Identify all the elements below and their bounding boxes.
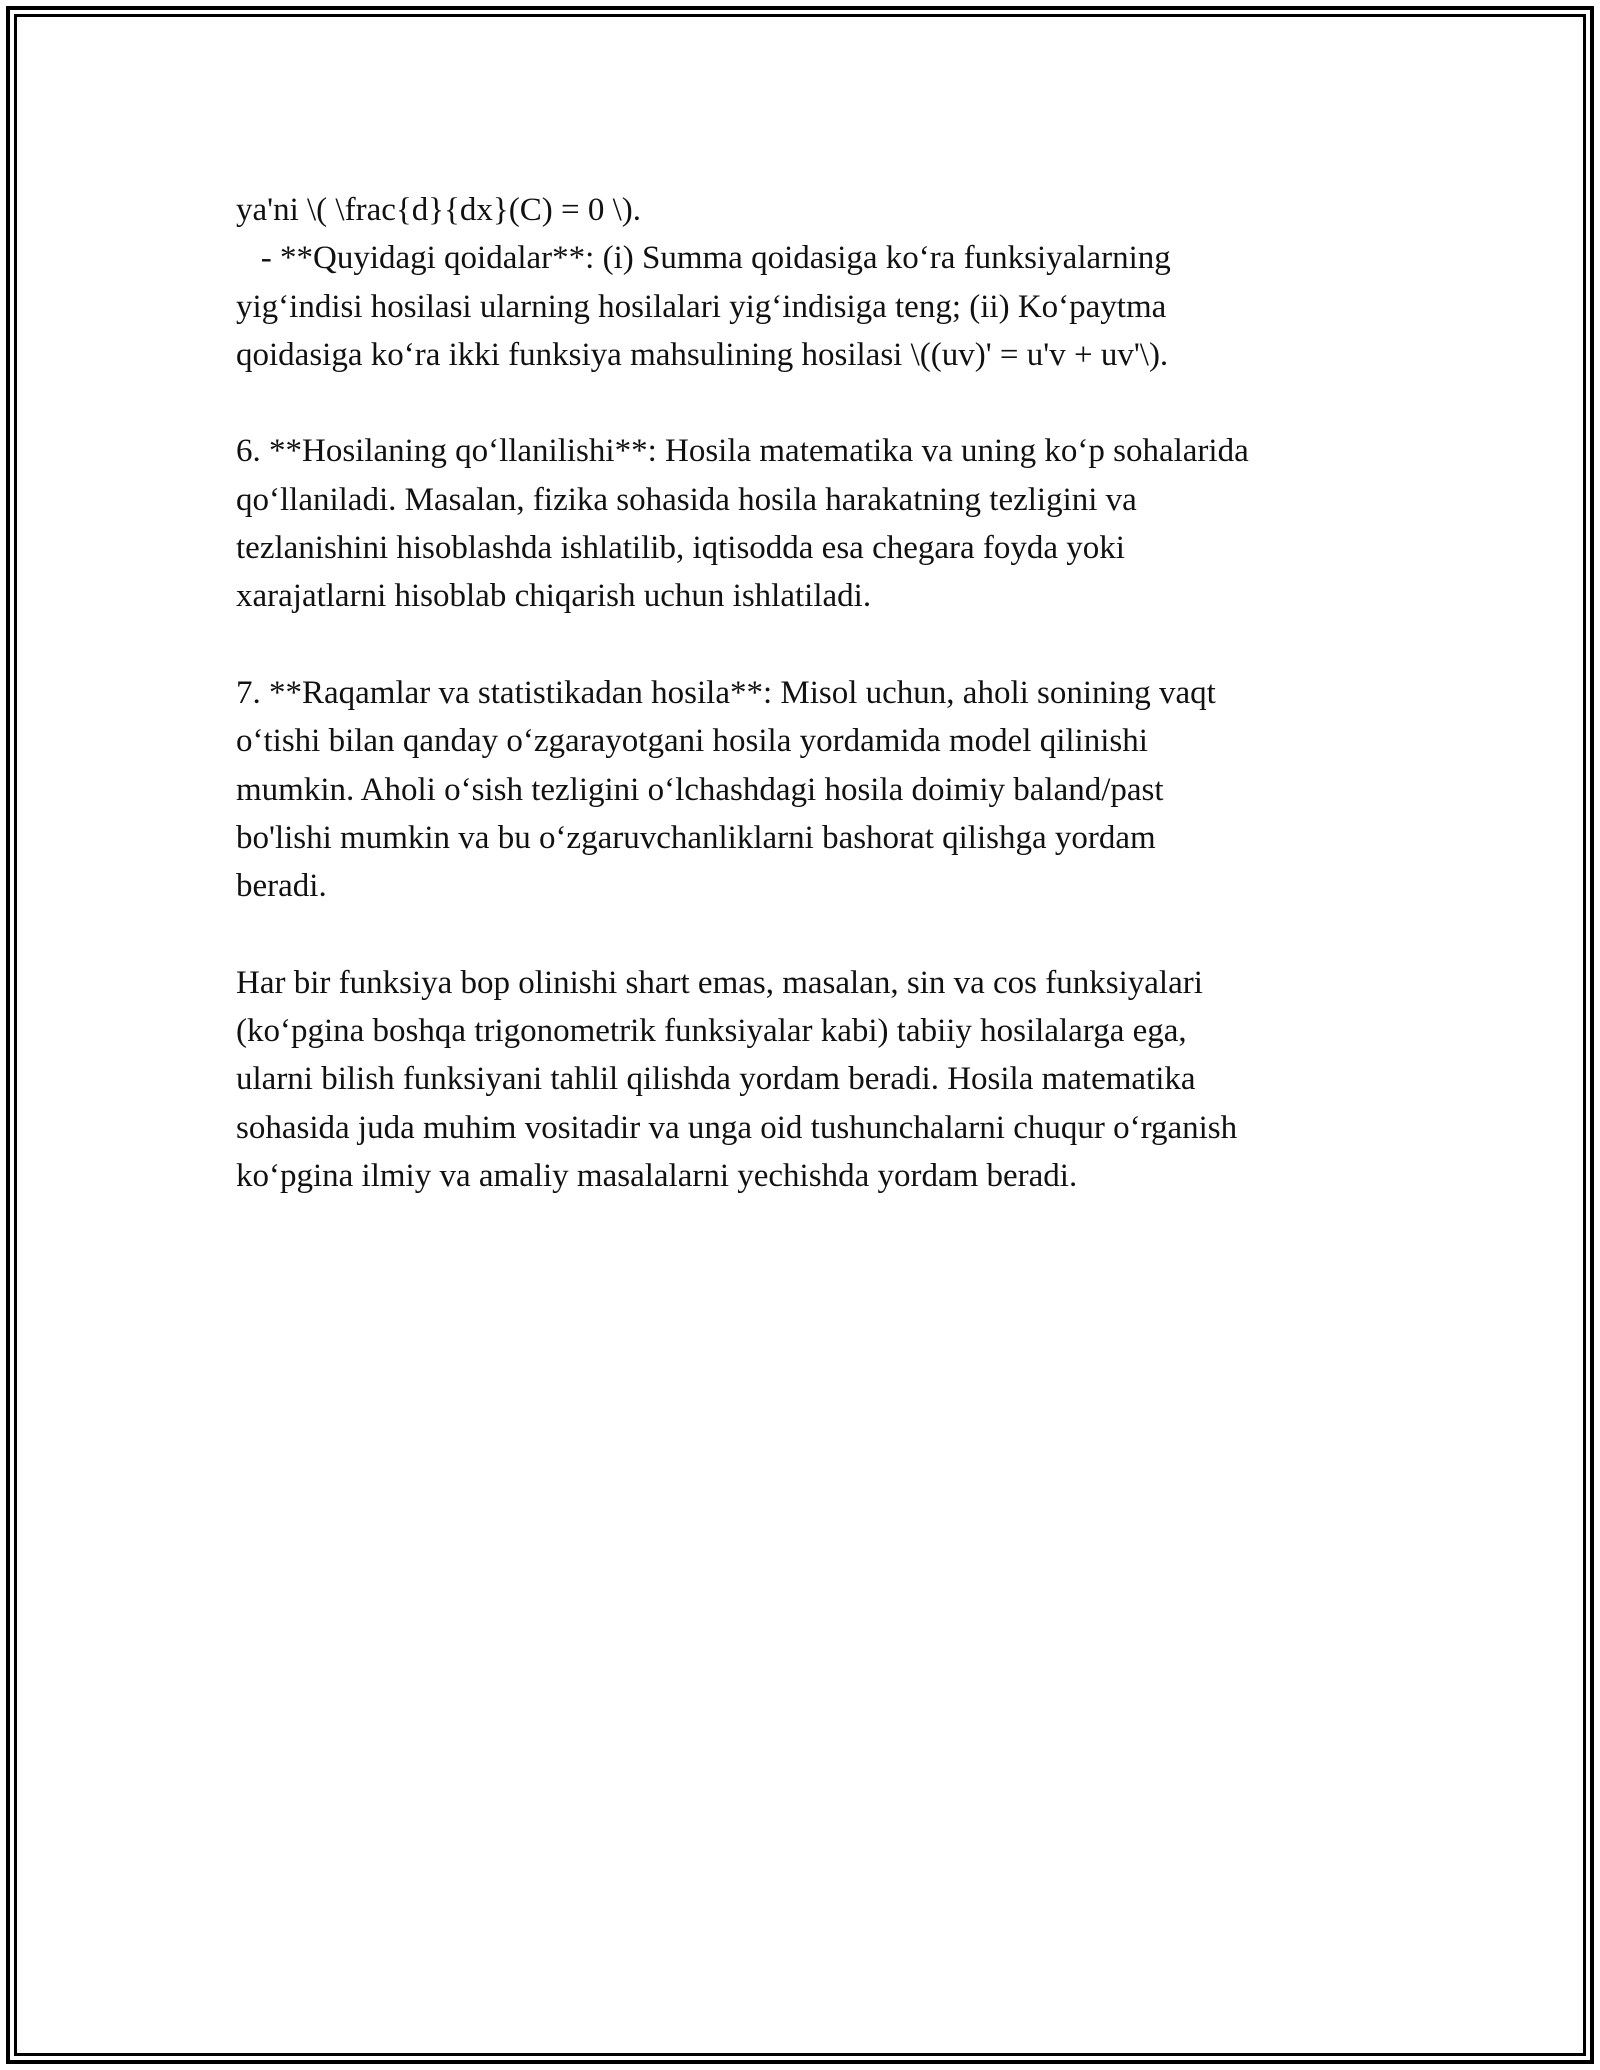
text-line: mumkin. Aholi o‘sish tezligini o‘lchashdagi hosila doimiy baland/past [236, 771, 1164, 808]
text-line: o‘tishi bilan qanday o‘zgarayotgani hosila yordamida model qilinishi [236, 723, 1148, 760]
text-line: qo‘llaniladi. Masalan, fizika sohasida hosila harakatning tezligini va [236, 481, 1137, 518]
text-line: xarajatlarni hisoblab chiqarish uchun ishlatiladi. [236, 578, 872, 615]
document-body [236, 186, 1386, 1200]
text-line: 7. **Raqamlar va statistikadan hosila**: Misol uchun, aholi sonining vaqt [236, 674, 1216, 711]
text-line: ko‘pgina ilmiy va amaliy masalalarni yechishda yordam beradi. [236, 1157, 1078, 1194]
text-line: Har bir funksiya bop olinishi shart emas, masalan, sin va cos funksiyalari [236, 964, 1203, 1001]
conclusion-paragraph [236, 959, 1386, 1200]
text-line: - **Quyidagi qoidalar**: (i) Summa qoidasiga ko‘ra funksiyalarning [236, 240, 1171, 277]
text-line: 6. **Hosilaning qo‘llanilishi**: Hosila matematika va uning ko‘p sohalarida [236, 433, 1249, 470]
text-line: (ko‘pgina boshqa trigonometrik funksiyalar kabi) tabiiy hosilalarga ega, [236, 1013, 1187, 1050]
paragraph-spacer [236, 621, 1386, 669]
text-line: yig‘indisi hosilasi ularning hosilalari yig‘indisiga teng; (ii) Ko‘paytma [236, 288, 1167, 325]
text-line: qoidasiga ko‘ra ikki funksiya mahsulining hosilasi \((uv)' = u'v + uv'\). [236, 336, 1169, 373]
paragraph-spacer [236, 910, 1386, 958]
intro-paragraph [236, 186, 1386, 379]
text-line: ularni bilish funksiyani tahlil qilishda yordam beradi. Hosila matematika [236, 1061, 1196, 1098]
item-6-paragraph [236, 427, 1386, 620]
text-line: beradi. [236, 868, 327, 905]
text-line: bo'lishi mumkin va bu o‘zgaruvchanliklarni bashorat qilishga yordam [236, 819, 1156, 856]
text-line: tezlanishini hisoblashda ishlatilib, iqtisodda esa chegara foyda yoki [236, 530, 1125, 567]
item-7-paragraph [236, 669, 1386, 910]
text-line: sohasida juda muhim vositadir va unga oid tushunchalarni chuqur o‘rganish [236, 1109, 1238, 1146]
paragraph-spacer [236, 379, 1386, 427]
text-line: ya'ni \( \frac{d}{dx}(C) = 0 \). [236, 192, 641, 228]
